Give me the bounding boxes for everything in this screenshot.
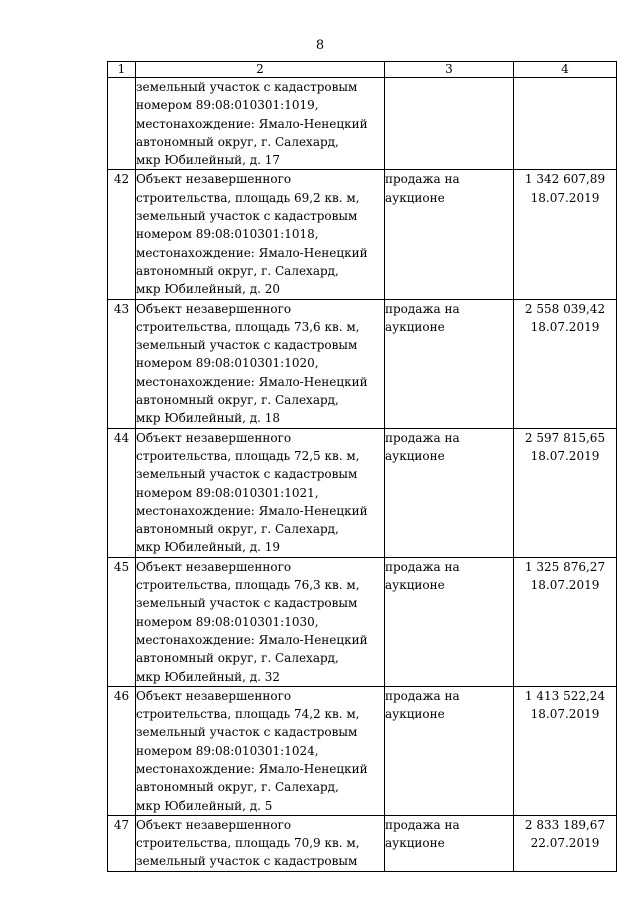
table-row-continuation — [108, 78, 617, 170]
description-line: местонахождение: Ямало-Ненецкий — [136, 374, 368, 389]
method-line: продажа на — [385, 688, 460, 703]
description-line: Объект незавершенного — [136, 301, 292, 316]
row-description-cell — [136, 428, 385, 557]
description-line: номером 89:08:010301:1024, — [136, 743, 319, 758]
row-number-cell — [108, 78, 136, 170]
description-line: номером 89:08:010301:1021, — [136, 485, 319, 500]
row-method-cell — [385, 78, 514, 170]
description-line: земельный участок с кадастровым — [136, 854, 358, 869]
header-col-2: 2 — [136, 62, 385, 78]
description-line: автономный округ, г. Салехард, — [136, 780, 339, 795]
row-number-cell: 42 — [108, 170, 136, 299]
description-line: строительства, площадь 70,9 кв. м, — [136, 836, 360, 851]
row-price-cell — [514, 170, 617, 299]
description-line: автономный округ, г. Салехард, — [136, 134, 339, 149]
price-value: 2 558 039,42 — [524, 301, 606, 316]
description-line: местонахождение: Ямало-Ненецкий — [136, 503, 368, 518]
row-method-cell — [385, 686, 514, 815]
header-col-3: 3 — [385, 62, 514, 78]
description-line: строительства, площадь 72,5 кв. м, — [136, 448, 360, 463]
row-price-cell — [514, 557, 617, 686]
method-line: продажа на — [385, 430, 460, 445]
description-line: земельный участок с кадастровым — [136, 596, 358, 611]
method-line: аукционе — [385, 836, 445, 851]
description-line: местонахождение: Ямало-Ненецкий — [136, 245, 368, 260]
method-line: продажа на — [385, 301, 460, 316]
row-description-cell — [136, 78, 385, 170]
row-method-cell — [385, 557, 514, 686]
method-line: продажа на — [385, 817, 460, 832]
description-line: строительства, площадь 76,3 кв. м, — [136, 578, 360, 593]
table-row — [108, 557, 617, 686]
description-line: Объект незавершенного — [136, 430, 292, 445]
description-line: номером 89:08:010301:1019, — [136, 98, 319, 113]
auction-date: 18.07.2019 — [530, 319, 600, 334]
method-line: аукционе — [385, 319, 445, 334]
description-line: Объект незавершенного — [136, 559, 292, 574]
description-line: мкр Юбилейный, д. 32 — [136, 669, 281, 684]
description-line: земельный участок с кадастровым — [136, 725, 358, 740]
row-price-cell — [514, 299, 617, 428]
row-description-cell — [136, 170, 385, 299]
description-line: автономный округ, г. Салехард, — [136, 393, 339, 408]
description-line: Объект незавершенного — [136, 172, 292, 187]
description-line: номером 89:08:010301:1020, — [136, 356, 319, 371]
row-method-cell — [385, 299, 514, 428]
auction-date: 18.07.2019 — [530, 578, 600, 593]
description-line: земельный участок с кадастровым — [136, 467, 358, 482]
row-number-cell: 46 — [108, 686, 136, 815]
row-description-cell — [136, 299, 385, 428]
price-value: 2 597 815,65 — [524, 430, 606, 445]
description-line: земельный участок с кадастровым — [136, 209, 358, 224]
description-line: мкр Юбилейный, д. 5 — [136, 798, 273, 813]
row-description-cell — [136, 815, 385, 871]
description-line: строительства, площадь 73,6 кв. м, — [136, 319, 360, 334]
description-line: мкр Юбилейный, д. 20 — [136, 282, 281, 297]
property-sale-table — [107, 61, 617, 872]
row-number-cell: 47 — [108, 815, 136, 871]
header-col-1: 1 — [108, 62, 136, 78]
auction-date: 18.07.2019 — [530, 707, 600, 722]
row-number-cell: 43 — [108, 299, 136, 428]
table-body — [108, 78, 617, 872]
auction-date: 18.07.2019 — [530, 190, 600, 205]
price-value: 2 833 189,67 — [524, 817, 606, 832]
page-number: 8 — [315, 38, 325, 53]
description-line: мкр Юбилейный, д. 17 — [136, 153, 281, 168]
table-row — [108, 299, 617, 428]
description-line: номером 89:08:010301:1030, — [136, 614, 319, 629]
row-description-cell — [136, 686, 385, 815]
price-value: 1 413 522,24 — [524, 688, 606, 703]
description-line: местонахождение: Ямало-Ненецкий — [136, 761, 368, 776]
description-line: автономный округ, г. Салехард, — [136, 522, 339, 537]
description-line: автономный округ, г. Салехард, — [136, 651, 339, 666]
description-line: земельный участок с кадастровым — [136, 80, 358, 94]
description-line: строительства, площадь 74,2 кв. м, — [136, 707, 360, 722]
header-col-4: 4 — [514, 62, 617, 78]
auction-date: 18.07.2019 — [530, 448, 600, 463]
price-value: 1 342 607,89 — [524, 172, 606, 187]
method-line: аукционе — [385, 707, 445, 722]
row-price-cell — [514, 815, 617, 871]
row-method-cell — [385, 170, 514, 299]
description-line: строительства, площадь 69,2 кв. м, — [136, 190, 360, 205]
row-price-cell — [514, 428, 617, 557]
description-line: номером 89:08:010301:1018, — [136, 227, 319, 242]
row-price-cell — [514, 78, 617, 170]
row-price-cell — [514, 686, 617, 815]
row-number-cell: 45 — [108, 557, 136, 686]
table-row — [108, 815, 617, 871]
row-method-cell — [385, 815, 514, 871]
description-line: автономный округ, г. Салехард, — [136, 263, 339, 278]
auction-date: 22.07.2019 — [530, 836, 600, 851]
row-method-cell — [385, 428, 514, 557]
method-line: аукционе — [385, 448, 445, 463]
description-line: мкр Юбилейный, д. 19 — [136, 540, 281, 555]
description-line: Объект незавершенного — [136, 817, 292, 832]
table-header-row — [108, 62, 617, 78]
method-line: аукционе — [385, 190, 445, 205]
description-line: местонахождение: Ямало-Ненецкий — [136, 632, 368, 647]
price-value: 1 325 876,27 — [524, 559, 606, 574]
description-line: местонахождение: Ямало-Ненецкий — [136, 116, 368, 131]
table-row — [108, 686, 617, 815]
description-line: мкр Юбилейный, д. 18 — [136, 411, 281, 426]
method-line: продажа на — [385, 172, 460, 187]
row-description-cell — [136, 557, 385, 686]
description-line: Объект незавершенного — [136, 688, 292, 703]
method-line: аукционе — [385, 578, 445, 593]
table-row — [108, 428, 617, 557]
description-line: земельный участок с кадастровым — [136, 338, 358, 353]
method-line: продажа на — [385, 559, 460, 574]
row-number-cell: 44 — [108, 428, 136, 557]
table-row — [108, 170, 617, 299]
